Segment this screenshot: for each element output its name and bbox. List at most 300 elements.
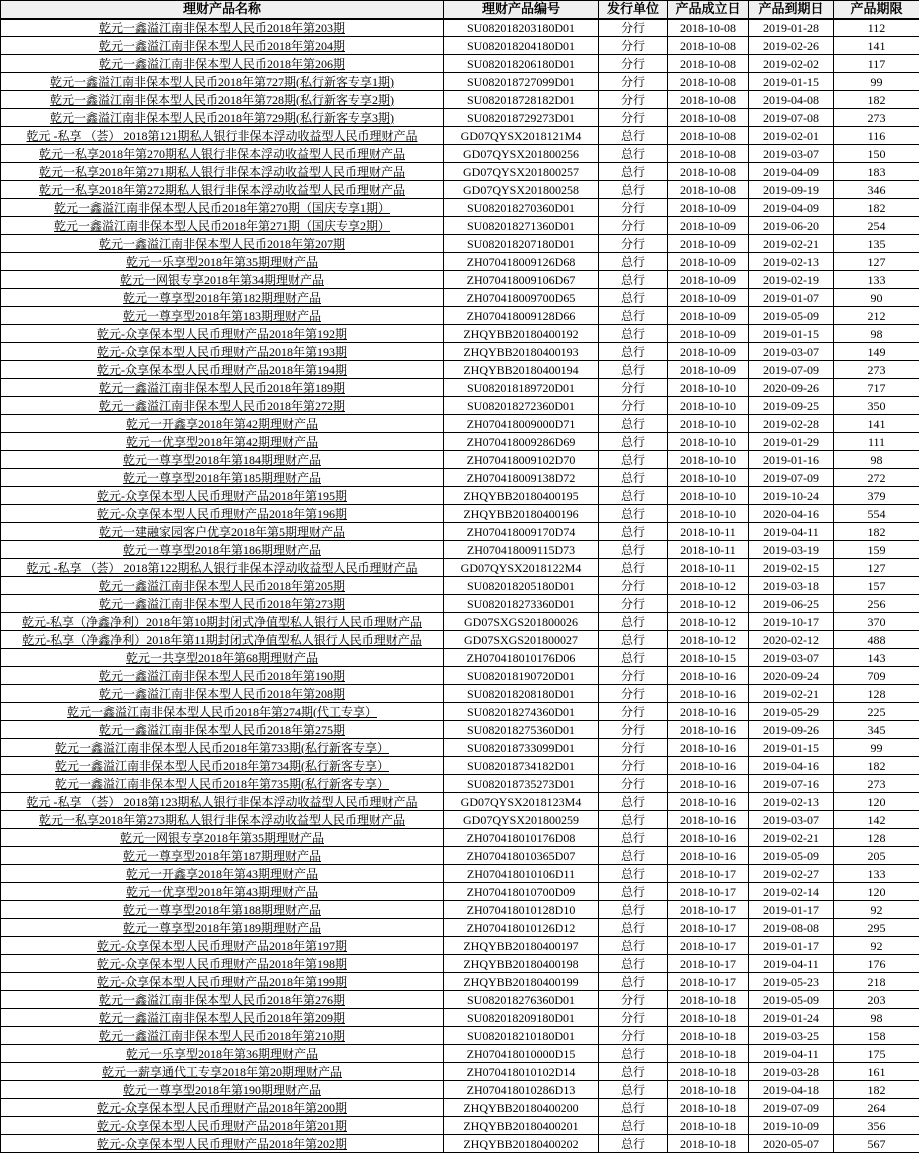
cell-product-code: ZH070418009128D66	[444, 307, 599, 325]
cell-maturity-date: 2019-01-16	[749, 451, 834, 469]
cell-term: 295	[834, 919, 919, 937]
cell-start-date: 2018-10-18	[668, 1135, 749, 1153]
cell-term: 112	[834, 19, 919, 37]
cell-issuing-unit: 总行	[599, 523, 668, 541]
table-row	[1, 937, 919, 955]
cell-term: 92	[834, 901, 919, 919]
cell-start-date: 2018-10-10	[668, 505, 749, 523]
cell-product-name	[1, 829, 444, 847]
product-name-link[interactable]: 乾元一尊享型2018年第182期理财产品	[123, 291, 321, 305]
cell-product-name	[1, 163, 444, 181]
table-row	[1, 109, 919, 127]
cell-term: 116	[834, 127, 919, 145]
cell-term: 203	[834, 991, 919, 1009]
cell-maturity-date: 2019-01-15	[749, 739, 834, 757]
cell-product-name	[1, 775, 444, 793]
cell-product-code: SU082018189720D01	[444, 379, 599, 397]
product-name-link[interactable]: 乾元 -私享 （荟） 2018第123期私人银行非保本浮动收益型人民币理财产品	[27, 795, 418, 809]
cell-start-date: 2018-10-10	[668, 433, 749, 451]
cell-product-code: SU082018733099D01	[444, 739, 599, 757]
cell-product-name	[1, 145, 444, 163]
cell-maturity-date: 2019-06-20	[749, 217, 834, 235]
product-name-link[interactable]: 乾元-众享保本型人民币理财产品2018年第201期	[97, 1119, 347, 1133]
cell-product-code: ZH070418010126D12	[444, 919, 599, 937]
table-row	[1, 883, 919, 901]
table-row	[1, 37, 919, 55]
cell-issuing-unit: 总行	[599, 271, 668, 289]
cell-product-name	[1, 1117, 444, 1135]
cell-product-code: SU082018271360D01	[444, 217, 599, 235]
cell-product-name	[1, 631, 444, 649]
cell-maturity-date: 2019-09-26	[749, 721, 834, 739]
product-name-link[interactable]: 乾元一鑫溢江南非保本型人民币2018年第209期	[99, 1011, 345, 1025]
cell-product-name	[1, 379, 444, 397]
cell-start-date: 2018-10-10	[668, 469, 749, 487]
cell-maturity-date: 2019-03-19	[749, 541, 834, 559]
cell-maturity-date: 2020-09-24	[749, 667, 834, 685]
cell-start-date: 2018-10-09	[668, 217, 749, 235]
table-row	[1, 343, 919, 361]
cell-term: 98	[834, 1009, 919, 1027]
cell-product-code: ZH070418010106D11	[444, 865, 599, 883]
product-name-link[interactable]: 乾元一鑫溢江南非保本型人民币2018年第727期(私行新客专享1期)	[50, 75, 394, 89]
product-name-link[interactable]: 乾元一鑫溢江南非保本型人民币2018年第205期	[99, 579, 345, 593]
cell-issuing-unit: 总行	[599, 1045, 668, 1063]
product-name-link[interactable]: 乾元一私享2018年第273期私人银行非保本浮动收益型人民币理财产品	[39, 813, 405, 827]
product-name-link[interactable]: 乾元一鑫溢江南非保本型人民币2018年第207期	[99, 237, 345, 251]
product-name-link[interactable]: 乾元一尊享型2018年第188期理财产品	[123, 903, 321, 917]
cell-product-name	[1, 973, 444, 991]
cell-product-name	[1, 955, 444, 973]
cell-issuing-unit: 分行	[599, 739, 668, 757]
cell-term: 128	[834, 685, 919, 703]
table-row	[1, 523, 919, 541]
product-name-link[interactable]: 乾元一网银专享2018年第34期理财产品	[120, 273, 324, 287]
cell-product-name	[1, 559, 444, 577]
cell-maturity-date: 2019-01-15	[749, 325, 834, 343]
cell-start-date: 2018-10-10	[668, 379, 749, 397]
product-name-link[interactable]: 乾元一薪享通代工专享2018年第20期理财产品	[102, 1065, 342, 1079]
product-name-link[interactable]: 乾元-众享保本型人民币理财产品2018年第197期	[97, 939, 347, 953]
table-row	[1, 163, 919, 181]
cell-product-code: ZHQYBB20180400198	[444, 955, 599, 973]
cell-start-date: 2018-10-08	[668, 19, 749, 37]
table-row	[1, 865, 919, 883]
product-name-link[interactable]: 乾元一鑫溢江南非保本型人民币2018年第189期	[99, 381, 345, 395]
cell-product-name	[1, 325, 444, 343]
cell-issuing-unit: 总行	[599, 631, 668, 649]
cell-product-code: SU082018735273D01	[444, 775, 599, 793]
product-name-link[interactable]: 乾元一网银专享2018年第35期理财产品	[120, 831, 324, 845]
cell-issuing-unit: 总行	[599, 487, 668, 505]
product-name-link[interactable]: 乾元一鑫溢江南非保本型人民币2018年第271期（国庆专享2期）	[54, 219, 390, 233]
product-name-link[interactable]: 乾元-众享保本型人民币理财产品2018年第192期	[97, 327, 347, 341]
cell-product-code: SU082018207180D01	[444, 235, 599, 253]
product-name-link[interactable]: 乾元一私享2018年第272期私人银行非保本浮动收益型人民币理财产品	[39, 183, 405, 197]
cell-start-date: 2018-10-08	[668, 37, 749, 55]
table-row	[1, 469, 919, 487]
cell-maturity-date: 2019-03-07	[749, 145, 834, 163]
cell-issuing-unit: 总行	[599, 289, 668, 307]
cell-term: 225	[834, 703, 919, 721]
cell-term: 356	[834, 1117, 919, 1135]
cell-issuing-unit: 分行	[599, 703, 668, 721]
column-header-product-code: 理财产品编号	[444, 1, 599, 19]
product-name-link[interactable]: 乾元-众享保本型人民币理财产品2018年第198期	[97, 957, 347, 971]
cell-maturity-date: 2019-08-08	[749, 919, 834, 937]
cell-product-name	[1, 1009, 444, 1027]
cell-term: 717	[834, 379, 919, 397]
table-row	[1, 541, 919, 559]
cell-product-name	[1, 361, 444, 379]
product-name-link[interactable]: 乾元-众享保本型人民币理财产品2018年第202期	[97, 1137, 347, 1151]
cell-product-code: GD07QYSX2018123M4	[444, 793, 599, 811]
cell-product-code: ZHQYBB20180400194	[444, 361, 599, 379]
table-row	[1, 55, 919, 73]
cell-term: 554	[834, 505, 919, 523]
cell-product-code: GD07QYSX201800258	[444, 181, 599, 199]
cell-maturity-date: 2019-02-21	[749, 235, 834, 253]
cell-product-code: ZHQYBB20180400195	[444, 487, 599, 505]
cell-start-date: 2018-10-12	[668, 631, 749, 649]
cell-product-name	[1, 937, 444, 955]
product-name-link[interactable]: 乾元一尊享型2018年第183期理财产品	[123, 309, 321, 323]
table-row	[1, 289, 919, 307]
cell-start-date: 2018-10-08	[668, 73, 749, 91]
product-name-link[interactable]: 乾元一乐享型2018年第35期理财产品	[126, 255, 318, 269]
cell-maturity-date: 2019-02-13	[749, 793, 834, 811]
cell-start-date: 2018-10-18	[668, 991, 749, 1009]
cell-product-code: SU082018205180D01	[444, 577, 599, 595]
cell-term: 346	[834, 181, 919, 199]
table-row	[1, 145, 919, 163]
cell-product-code: ZH070418010365D07	[444, 847, 599, 865]
product-name-link[interactable]: 乾元-众享保本型人民币理财产品2018年第199期	[97, 975, 347, 989]
cell-issuing-unit: 总行	[599, 505, 668, 523]
cell-product-name	[1, 667, 444, 685]
cell-start-date: 2018-10-08	[668, 127, 749, 145]
cell-start-date: 2018-10-16	[668, 829, 749, 847]
cell-maturity-date: 2019-07-09	[749, 1099, 834, 1117]
table-row	[1, 415, 919, 433]
cell-issuing-unit: 总行	[599, 451, 668, 469]
cell-term: 141	[834, 37, 919, 55]
product-name-link[interactable]: 乾元-众享保本型人民币理财产品2018年第196期	[97, 507, 347, 521]
cell-start-date: 2018-10-10	[668, 451, 749, 469]
cell-term: 133	[834, 271, 919, 289]
cell-issuing-unit: 分行	[599, 1027, 668, 1045]
product-name-link[interactable]: 乾元一建融家园客户优享2018年第5期理财产品	[99, 525, 345, 539]
cell-issuing-unit: 总行	[599, 847, 668, 865]
product-name-link[interactable]: 乾元一共享型2018年第68期理财产品	[126, 651, 318, 665]
table-row	[1, 325, 919, 343]
cell-start-date: 2018-10-18	[668, 1027, 749, 1045]
table-row	[1, 397, 919, 415]
product-name-link[interactable]: 乾元-众享保本型人民币理财产品2018年第193期	[97, 345, 347, 359]
table-row	[1, 1009, 919, 1027]
cell-product-name	[1, 541, 444, 559]
cell-maturity-date: 2019-03-07	[749, 649, 834, 667]
cell-product-name	[1, 523, 444, 541]
product-name-link[interactable]: 乾元-众享保本型人民币理财产品2018年第195期	[97, 489, 347, 503]
cell-product-code: SU082018728182D01	[444, 91, 599, 109]
product-name-link[interactable]: 乾元-私享（净鑫净利）2018年第11期封闭式净值型私人银行人民币理财产品	[22, 633, 422, 647]
cell-term: 90	[834, 289, 919, 307]
cell-maturity-date: 2019-05-09	[749, 847, 834, 865]
cell-start-date: 2018-10-18	[668, 1099, 749, 1117]
table-row	[1, 667, 919, 685]
cell-maturity-date: 2019-03-07	[749, 811, 834, 829]
cell-issuing-unit: 总行	[599, 1081, 668, 1099]
cell-term: 176	[834, 955, 919, 973]
cell-issuing-unit: 总行	[599, 919, 668, 937]
product-name-link[interactable]: 乾元 -私享 （荟） 2018第122期私人银行非保本浮动收益型人民币理财产品	[27, 561, 418, 575]
cell-product-code: SU082018272360D01	[444, 397, 599, 415]
cell-maturity-date: 2019-10-17	[749, 613, 834, 631]
cell-product-code: ZHQYBB20180400193	[444, 343, 599, 361]
cell-issuing-unit: 总行	[599, 163, 668, 181]
cell-start-date: 2018-10-11	[668, 541, 749, 559]
table-row	[1, 451, 919, 469]
cell-product-name	[1, 433, 444, 451]
cell-issuing-unit: 分行	[599, 757, 668, 775]
cell-start-date: 2018-10-09	[668, 289, 749, 307]
product-name-link[interactable]: 乾元一私享2018年第271期私人银行非保本浮动收益型人民币理财产品	[39, 165, 405, 179]
cell-issuing-unit: 总行	[599, 145, 668, 163]
product-name-link[interactable]: 乾元一鑫溢江南非保本型人民币2018年第210期	[99, 1029, 345, 1043]
cell-product-name	[1, 415, 444, 433]
table-row	[1, 217, 919, 235]
cell-term: 117	[834, 55, 919, 73]
cell-issuing-unit: 总行	[599, 541, 668, 559]
cell-term: 127	[834, 253, 919, 271]
column-header-term: 产品期限	[834, 1, 919, 19]
table-row	[1, 721, 919, 739]
cell-maturity-date: 2019-02-21	[749, 829, 834, 847]
product-name-link[interactable]: 乾元一尊享型2018年第185期理财产品	[123, 471, 321, 485]
cell-product-name	[1, 793, 444, 811]
table-row	[1, 379, 919, 397]
cell-issuing-unit: 分行	[599, 109, 668, 127]
cell-start-date: 2018-10-16	[668, 757, 749, 775]
cell-start-date: 2018-10-17	[668, 883, 749, 901]
cell-issuing-unit: 总行	[599, 937, 668, 955]
product-name-link[interactable]: 乾元一鑫溢江南非保本型人民币2018年第275期	[99, 723, 345, 737]
product-name-link[interactable]: 乾元一鑫溢江南非保本型人民币2018年第208期	[99, 687, 345, 701]
product-name-link[interactable]: 乾元一尊享型2018年第186期理财产品	[123, 543, 321, 557]
cell-product-name	[1, 739, 444, 757]
cell-maturity-date: 2019-02-19	[749, 271, 834, 289]
cell-issuing-unit: 总行	[599, 415, 668, 433]
cell-maturity-date: 2019-02-27	[749, 865, 834, 883]
cell-start-date: 2018-10-08	[668, 163, 749, 181]
product-name-link[interactable]: 乾元 -私享 （荟） 2018第121期私人银行非保本浮动收益型人民币理财产品	[27, 129, 418, 143]
cell-issuing-unit: 分行	[599, 73, 668, 91]
cell-term: 150	[834, 145, 919, 163]
cell-issuing-unit: 分行	[599, 55, 668, 73]
cell-start-date: 2018-10-18	[668, 1045, 749, 1063]
product-name-link[interactable]: 乾元一优享型2018年第42期理财产品	[126, 435, 318, 449]
product-name-link[interactable]: 乾元一鑫溢江南非保本型人民币2018年第272期	[99, 399, 345, 413]
cell-term: 273	[834, 775, 919, 793]
product-name-link[interactable]: 乾元一鑫溢江南非保本型人民币2018年第204期	[99, 39, 345, 53]
cell-product-name	[1, 73, 444, 91]
product-name-link[interactable]: 乾元一尊享型2018年第190期理财产品	[123, 1083, 321, 1097]
cell-product-name	[1, 1027, 444, 1045]
table-row	[1, 703, 919, 721]
cell-term: 157	[834, 577, 919, 595]
cell-product-code: SU082018727099D01	[444, 73, 599, 91]
product-name-link[interactable]: 乾元一鑫溢江南非保本型人民币2018年第206期	[99, 57, 345, 71]
product-name-link[interactable]: 乾元一鑫溢江南非保本型人民币2018年第729期(私行新客专享3期)	[50, 111, 394, 125]
product-name-link[interactable]: 乾元一鑫溢江南非保本型人民币2018年第273期	[99, 597, 345, 611]
table-row	[1, 1045, 919, 1063]
cell-issuing-unit: 分行	[599, 379, 668, 397]
table-row	[1, 739, 919, 757]
cell-term: 98	[834, 451, 919, 469]
cell-maturity-date: 2019-04-08	[749, 91, 834, 109]
cell-product-code: ZH070418010000D15	[444, 1045, 599, 1063]
cell-term: 272	[834, 469, 919, 487]
cell-maturity-date: 2019-07-09	[749, 469, 834, 487]
cell-issuing-unit: 分行	[599, 91, 668, 109]
product-name-link[interactable]: 乾元一鑫溢江南非保本型人民币2018年第276期	[99, 993, 345, 1007]
cell-term: 128	[834, 829, 919, 847]
cell-term: 99	[834, 739, 919, 757]
column-header-start-date: 产品成立日	[668, 1, 749, 19]
product-name-link[interactable]: 乾元一鑫溢江南非保本型人民币2018年第274期(代工专享）	[67, 705, 377, 719]
table-row	[1, 235, 919, 253]
cell-issuing-unit: 总行	[599, 793, 668, 811]
table-row	[1, 91, 919, 109]
cell-product-name	[1, 649, 444, 667]
product-name-link[interactable]: 乾元一优享型2018年第43期理财产品	[126, 885, 318, 899]
product-name-link[interactable]: 乾元一尊享型2018年第189期理财产品	[123, 921, 321, 935]
table-row	[1, 901, 919, 919]
cell-product-code: ZHQYBB20180400201	[444, 1117, 599, 1135]
table-row	[1, 649, 919, 667]
cell-maturity-date: 2019-04-11	[749, 1045, 834, 1063]
cell-product-code: SU082018210180D01	[444, 1027, 599, 1045]
cell-term: 127	[834, 559, 919, 577]
cell-product-code: SU082018203180D01	[444, 19, 599, 37]
table-row	[1, 19, 919, 37]
cell-issuing-unit: 总行	[599, 649, 668, 667]
cell-product-name	[1, 505, 444, 523]
cell-product-name	[1, 811, 444, 829]
cell-product-code: GD07QYSX2018121M4	[444, 127, 599, 145]
cell-product-code: SU082018734182D01	[444, 757, 599, 775]
cell-maturity-date: 2019-02-01	[749, 127, 834, 145]
table-row	[1, 955, 919, 973]
cell-product-name	[1, 883, 444, 901]
product-name-link[interactable]: 乾元一鑫溢江南非保本型人民币2018年第203期	[99, 21, 345, 35]
cell-product-code: SU082018276360D01	[444, 991, 599, 1009]
cell-product-code: GD07QYSX201800257	[444, 163, 599, 181]
cell-issuing-unit: 分行	[599, 37, 668, 55]
product-name-link[interactable]: 乾元一鑫溢江南非保本型人民币2018年第733期(私行新客专享）	[55, 741, 389, 755]
cell-term: 182	[834, 757, 919, 775]
product-name-link[interactable]: 乾元-私享（净鑫净利）2018年第10期封闭式净值型私人银行人民币理财产品	[22, 615, 422, 629]
table-row	[1, 757, 919, 775]
cell-start-date: 2018-10-12	[668, 613, 749, 631]
cell-issuing-unit: 总行	[599, 1099, 668, 1117]
cell-start-date: 2018-10-09	[668, 235, 749, 253]
cell-issuing-unit: 总行	[599, 1135, 668, 1153]
cell-product-code: GD07QYSX2018122M4	[444, 559, 599, 577]
cell-product-code: ZH070418009700D65	[444, 289, 599, 307]
column-header-product-name: 理财产品名称	[1, 1, 444, 19]
cell-start-date: 2018-10-10	[668, 397, 749, 415]
product-name-link[interactable]: 乾元一鑫溢江南非保本型人民币2018年第734期(私行新客专享）	[55, 759, 389, 773]
table-row	[1, 361, 919, 379]
cell-product-code: ZHQYBB20180400192	[444, 325, 599, 343]
cell-product-name	[1, 757, 444, 775]
cell-maturity-date: 2019-01-17	[749, 901, 834, 919]
cell-product-code: ZH070418010102D14	[444, 1063, 599, 1081]
cell-term: 273	[834, 361, 919, 379]
cell-product-name	[1, 199, 444, 217]
cell-maturity-date: 2019-05-09	[749, 307, 834, 325]
table-row	[1, 271, 919, 289]
product-name-link[interactable]: 乾元一尊享型2018年第184期理财产品	[123, 453, 321, 467]
table-row	[1, 775, 919, 793]
product-name-link[interactable]: 乾元-众享保本型人民币理财产品2018年第194期	[97, 363, 347, 377]
table-row	[1, 1027, 919, 1045]
cell-product-code: SU082018729273D01	[444, 109, 599, 127]
cell-maturity-date: 2019-05-29	[749, 703, 834, 721]
product-name-link[interactable]: 乾元一鑫溢江南非保本型人民币2018年第735期(私行新客专享）	[55, 777, 389, 791]
cell-product-code: SU082018274360D01	[444, 703, 599, 721]
table-row	[1, 595, 919, 613]
product-name-link[interactable]: 乾元一开鑫享2018年第43期理财产品	[126, 867, 318, 881]
cell-product-name	[1, 1099, 444, 1117]
product-name-link[interactable]: 乾元一尊享型2018年第187期理财产品	[123, 849, 321, 863]
product-name-link[interactable]: 乾元一开鑫享2018年第42期理财产品	[126, 417, 318, 431]
product-name-link[interactable]: 乾元-众享保本型人民币理财产品2018年第200期	[97, 1101, 347, 1115]
cell-product-name	[1, 19, 444, 37]
cell-product-code: ZH070418009126D68	[444, 253, 599, 271]
product-name-link[interactable]: 乾元一乐享型2018年第36期理财产品	[126, 1047, 318, 1061]
cell-product-code: SU082018209180D01	[444, 1009, 599, 1027]
cell-maturity-date: 2019-01-29	[749, 433, 834, 451]
cell-start-date: 2018-10-09	[668, 271, 749, 289]
cell-issuing-unit: 分行	[599, 991, 668, 1009]
table-row	[1, 487, 919, 505]
cell-maturity-date: 2019-01-24	[749, 1009, 834, 1027]
cell-issuing-unit: 分行	[599, 19, 668, 37]
cell-start-date: 2018-10-17	[668, 901, 749, 919]
product-name-link[interactable]: 乾元一鑫溢江南非保本型人民币2018年第190期	[99, 669, 345, 683]
cell-start-date: 2018-10-17	[668, 973, 749, 991]
cell-maturity-date: 2019-01-28	[749, 19, 834, 37]
cell-term: 120	[834, 793, 919, 811]
cell-product-code: ZH070418009170D74	[444, 523, 599, 541]
cell-issuing-unit: 总行	[599, 559, 668, 577]
cell-maturity-date: 2019-02-21	[749, 685, 834, 703]
cell-maturity-date: 2019-02-15	[749, 559, 834, 577]
table-row	[1, 559, 919, 577]
table-row	[1, 631, 919, 649]
product-name-link[interactable]: 乾元一鑫溢江南非保本型人民币2018年第728期(私行新客专享2期)	[50, 93, 394, 107]
cell-start-date: 2018-10-18	[668, 1081, 749, 1099]
product-name-link[interactable]: 乾元一私享2018年第270期私人银行非保本浮动收益型人民币理财产品	[39, 147, 405, 161]
cell-issuing-unit: 总行	[599, 469, 668, 487]
cell-term: 205	[834, 847, 919, 865]
table-row	[1, 127, 919, 145]
product-name-link[interactable]: 乾元一鑫溢江南非保本型人民币2018年第270期（国庆专享1期）	[54, 201, 390, 215]
cell-term: 92	[834, 937, 919, 955]
